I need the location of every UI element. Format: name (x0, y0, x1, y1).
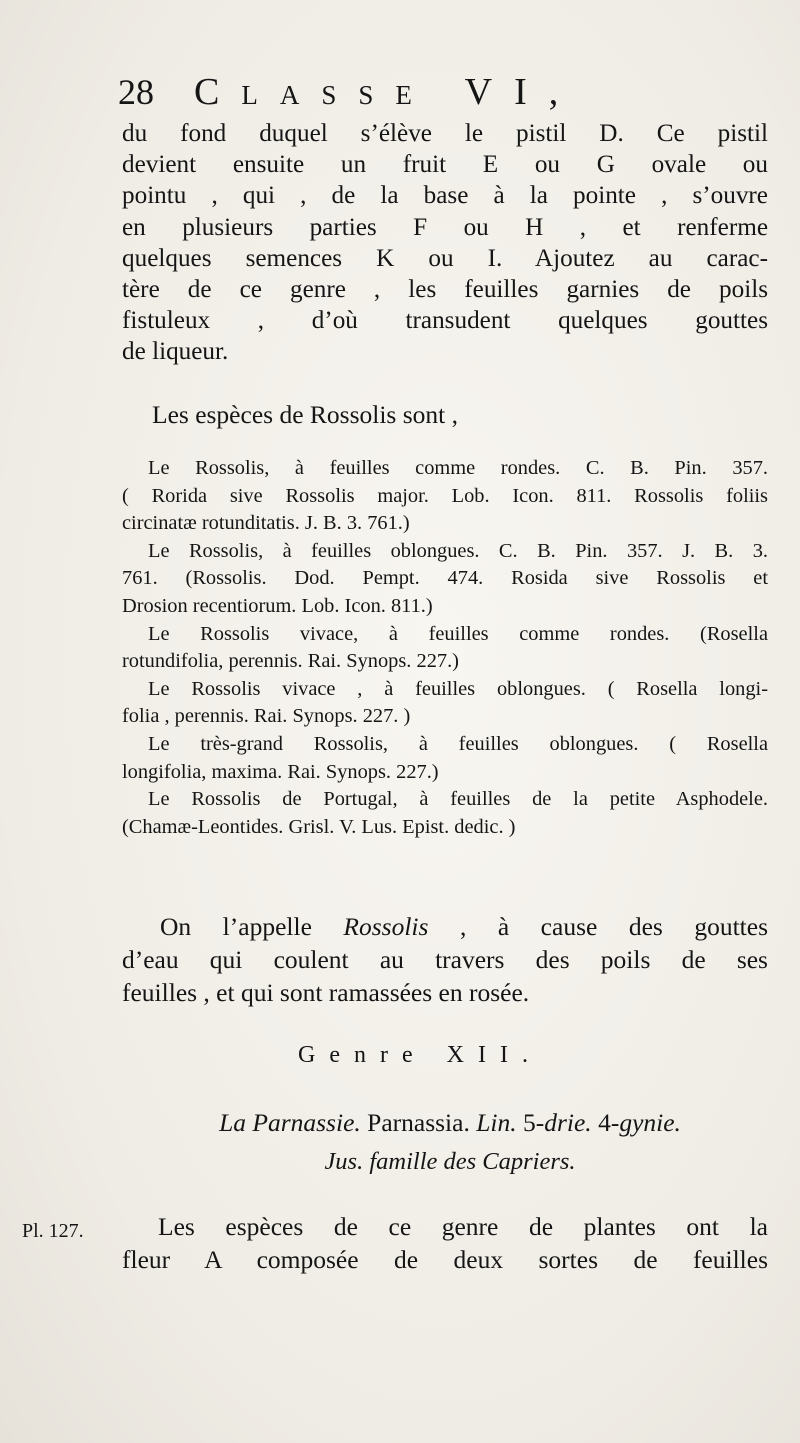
text-line: en plusieurs parties F ou H , et renferme (122, 213, 768, 241)
species-line: Le Rossolis, à feuilles comme rondes. C. B. Pin. 357. (148, 457, 768, 479)
text-line: fleur A composée de deux sortes de feuilles (122, 1245, 768, 1274)
genus-name-latin: Parnassia. (360, 1108, 477, 1137)
text-line: Les espèces de ce genre de plantes ont la (158, 1212, 768, 1241)
species-line: Le Rossolis de Portugal, à feuilles de la petite Asphodele. (148, 788, 768, 811)
classification-number: 5- (516, 1108, 545, 1137)
text-line (122, 910, 768, 943)
genus-name-french: La Parnassie. (219, 1108, 361, 1137)
species-line: Le Rossolis vivace, à feuilles comme rondes. (Rosella (148, 622, 768, 645)
species-line: Le Rossolis, à feuilles oblongues. C. B. Pin. 357. J. B. 3. (148, 539, 768, 562)
page-header (118, 70, 778, 122)
species-line: longifolia, maxima. Rai. Synops. 227.) (122, 760, 439, 783)
species-line: circinatæ rotunditatis. J. B. 3. 761.) (122, 512, 410, 535)
page-number: 28 (118, 72, 154, 112)
name-note-paragraph (122, 910, 768, 1009)
species-line: 761. (Rossolis. Dod. Pempt. 474. Rosida sive Rossolis et (122, 567, 768, 590)
species-line: rotundifolia, perennis. Rai. Synops. 227.) (122, 650, 459, 673)
genus-title (130, 1108, 770, 1138)
text-line: de liqueur. (122, 338, 229, 366)
genus-family-line: Jus. famille des Capriers. (324, 1148, 576, 1175)
text-line: tère de ce genre , les feuilles garnies de poils (122, 276, 768, 304)
plate-reference: Pl. 127. (22, 1220, 84, 1242)
body-paragraph (122, 118, 768, 368)
text-fragment: On l’appelle (160, 912, 344, 941)
species-line: folia , perennis. Rai. Synops. 227. ) (122, 705, 411, 728)
species-intro: Les espèces de Rossolis sont , (152, 400, 458, 429)
text-line: du fond duquel s’élève le pistil D. Ce pistil (122, 120, 768, 147)
classification-term: drie. (544, 1108, 592, 1137)
species-line: Drosion recentiorum. Lob. Icon. 811.) (122, 594, 433, 617)
species-line: Le très-grand Rossolis, à feuilles oblongues. ( Rosella (148, 732, 768, 755)
species-line: (Chamæ-Leontides. Grisl. V. Lus. Epist. dedic. ) (122, 815, 516, 838)
classification-number: 4- (591, 1108, 620, 1137)
text-line: quelques semences K ou I. Ajoutez au carac- (122, 244, 768, 272)
last-paragraph (122, 1210, 768, 1276)
text-line: devient ensuite un fruit E ou G ovale ou (122, 151, 768, 179)
classification-term: gynie. (619, 1108, 681, 1137)
species-list (122, 455, 768, 841)
genre-heading: Genre XII. (298, 1042, 542, 1068)
text-line: fistuleux , d’où transudent quelques gouttes (122, 307, 768, 335)
authority-lin: Lin. (476, 1108, 517, 1137)
text-fragment: , à cause des gouttes (428, 912, 768, 941)
italic-term: Rossolis (343, 912, 429, 941)
text-line: feuilles , et qui sont ramassées en rosée. (122, 978, 530, 1007)
species-line: ( Rorida sive Rossolis major. Lob. Icon. 811. Rossolis foliis (122, 484, 768, 507)
running-title: Classe VI, (194, 71, 581, 113)
species-line: Le Rossolis vivace , à feuilles oblongues. ( Rosella longi- (148, 677, 768, 700)
text-line: d’eau qui coulent au travers des poils de ses (122, 945, 768, 974)
text-line: pointu , qui , de la base à la pointe , s’ouvre (122, 182, 768, 210)
